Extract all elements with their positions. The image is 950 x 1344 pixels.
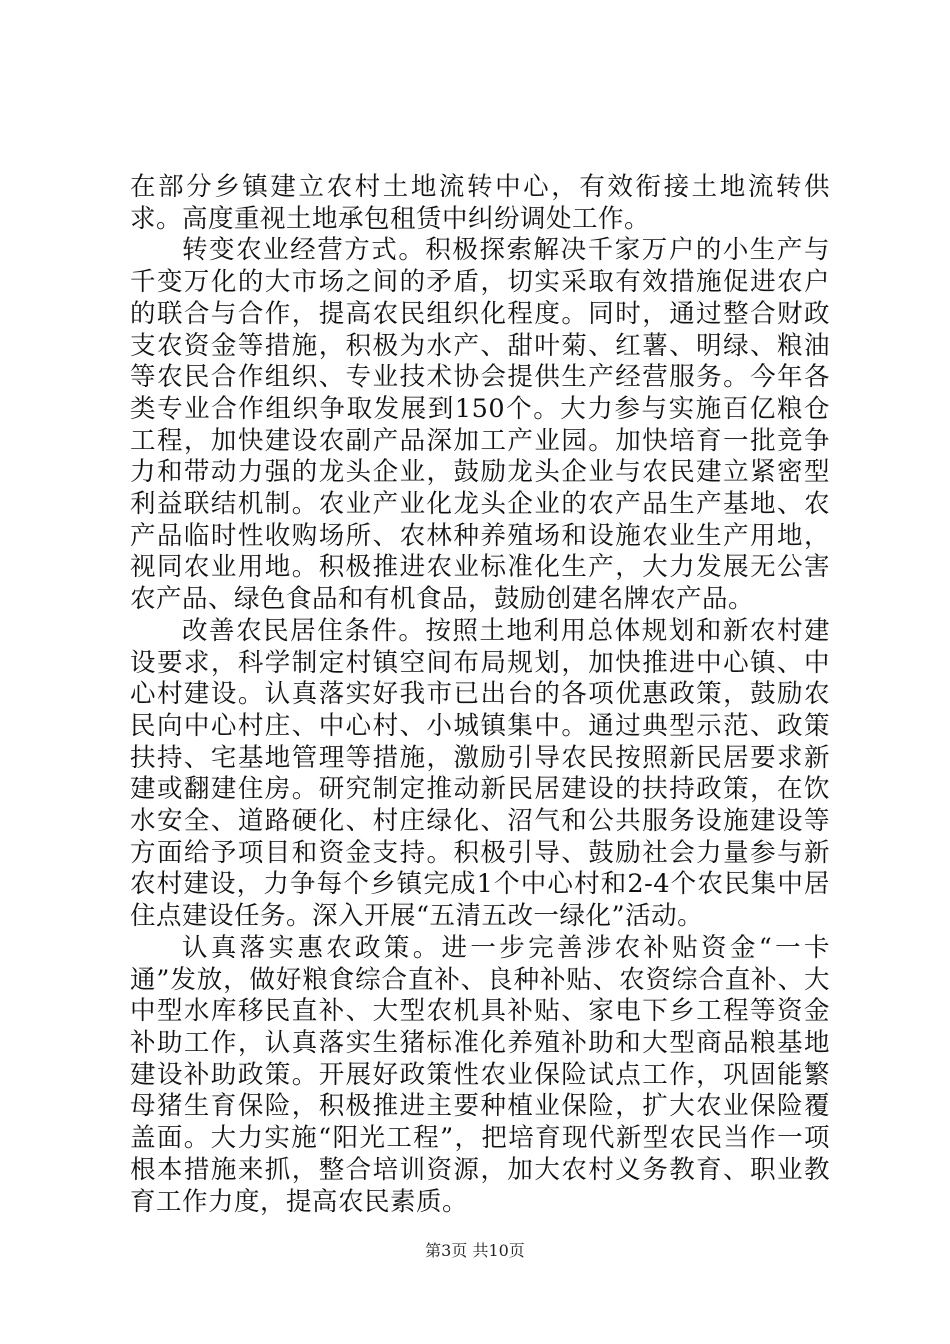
paragraph-agricultural-management: 转变农业经营方式。积极探索解决千家万户的小生产与千变万化的大市场之间的矛盾，切实采取有效措施促进农户的联合与合作，提高农民组织化程度。同时，通过整合财政支农资金等措施，积极为水产、甜叶菊、红薯、明绿、粮油等农民合作组织、专业技术协会提供生产经营服务。今年各类专业合作组织争取发展到150个。大力参与实施百亿粮仓工程，加快建设农副产品深加工产业园。加快培育一批竞争力和带动力强的龙头企业，鼓励龙头企业与农民建立紧密型利益联结机制。农业产业化龙头企业的农产品生产基地、农产品临时性收购场所、农林种养殖场和设施农业生产用地，视同农业用地。积极推进农业标准化生产，大力发展无公害农产品、绿色食品和有机食品，鼓励创建名牌农产品。	[130, 235, 830, 615]
paragraph-living-conditions: 改善农民居住条件。按照土地利用总体规划和新农村建设要求，科学制定村镇空间布局规划，加快推进中心镇、中心村建设。认真落实好我市已出台的各项优惠政策，鼓励农民向中心村庄、中心村、小城镇集中。通过典型示范、政策扶持、宅基地管理等措施，激励引导农民按照新民居要求新建或翻建住房。研究制定推动新民居建设的扶持政策，在饮水安全、道路硬化、村庄绿化、沼气和公共服务设施建设等方面给予项目和资金支持。积极引导、鼓励社会力量参与新农村建设，力争每个乡镇完成1个中心村和2-4个农民集中居住点建设任务。深入开展“五清五改一绿化”活动。	[130, 615, 830, 932]
page-footer	[0, 1240, 950, 1262]
paragraph-land-transfer: 在部分乡镇建立农村土地流转中心，有效衔接土地流转供求。高度重视土地承包租赁中纠纷调处工作。	[130, 172, 830, 234]
document-body	[130, 172, 830, 1218]
paragraph-policy-implementation: 认真落实惠农政策。进一步完善涉农补贴资金“一卡通”发放，做好粮食综合直补、良种补贴、农资综合直补、大中型水库移民直补、大型农机具补贴、家电下乡工程等资金补助工作，认真落实生猪标准化养殖补助和大型商品粮基地建设补助政策。开展好政策性农业保险试点工作，巩固能繁母猪生育保险，积极推进主要种植业保险，扩大农业保险覆盖面。大力实施“阳光工程”，把培育现代新型农民当作一项根本措施来抓，整合培训资源，加大农村义务教育、职业教育工作力度，提高农民素质。	[130, 932, 830, 1217]
page-number-label: 第3页 共10页	[425, 1241, 525, 1260]
